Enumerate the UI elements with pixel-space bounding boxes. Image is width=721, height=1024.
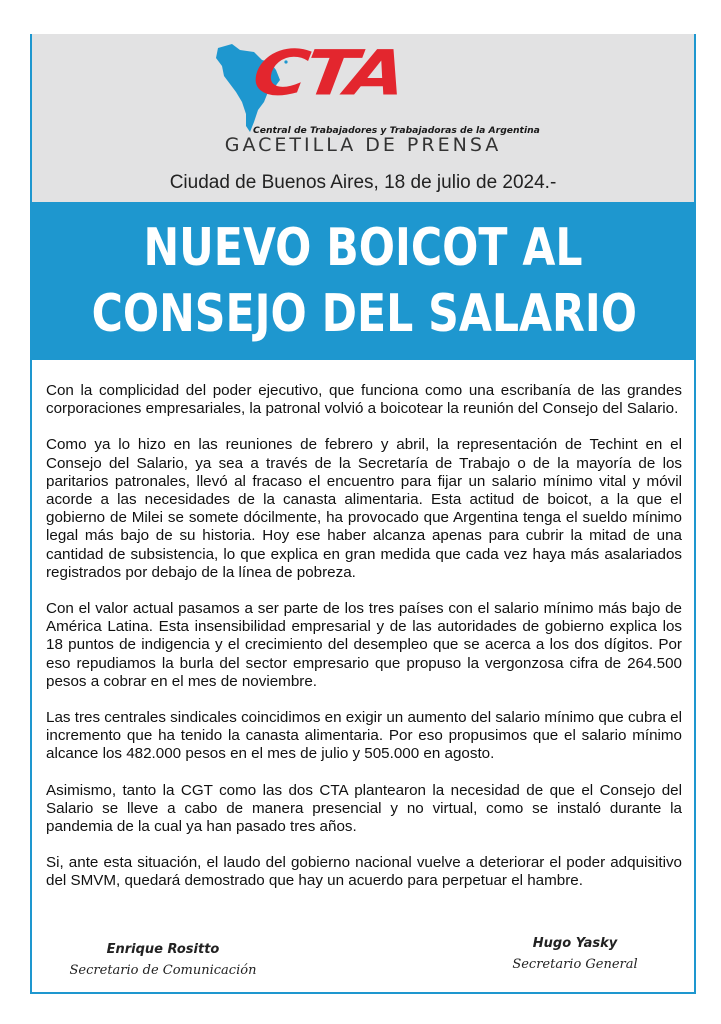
signature-right — [490, 936, 660, 972]
headline-banner — [32, 202, 694, 360]
paragraph: Con el valor actual pasamos a ser parte de los tres países con el salario mínimo más bajo de América Latina. Esta insensibilidad empresarial y de las autoridades de gobierno explica los 18 puntos de indigencia y el crecimiento del desempleo que se acerca a los dos dígitos. Por eso repudiamos la burla del sector empresario que propuso la vergonzosa cifra de 264.500 pesos a cobrar en el mes de noviembre. — [46, 600, 682, 690]
paragraph: Si, ante esta situación, el laudo del gobierno nacional vuelve a deteriorar el poder adquisitivo del SMVM, quedará demostrado que hay un acuerdo para perpetuar el hambre. — [46, 854, 682, 890]
signature-left — [58, 942, 268, 978]
signature-role: Secretario de Comunicación — [69, 963, 257, 978]
paragraph: Asimismo, tanto la CGT como las dos CTA plantearon la necesidad de que el Consejo del Salario se lleve a cabo de manera presencial y no virtual, como se instaló durante la pandemia de la cual ya han pasado tres años. — [46, 781, 682, 836]
header — [32, 34, 694, 202]
organization-name: Central de Trabajadores y Trabajadoras de la Argentina — [253, 125, 540, 136]
headline-line-1: NUEVO BOICOT AL — [143, 218, 583, 278]
logo-wordmark: CTA — [248, 36, 408, 110]
cta-logo — [210, 36, 540, 140]
signature-name: Enrique Rositto — [106, 942, 220, 957]
document-type: GACETILLA DE PRENSA — [224, 134, 502, 156]
paragraph: Con la complicidad del poder ejecutivo, que funciona como una escribanía de las grandes corporaciones empresariales, la patronal volvió a boicotear la reunión del Consejo del Salario. — [46, 382, 682, 418]
signature-role: Secretario General — [512, 957, 638, 972]
signature-name: Hugo Yasky — [532, 936, 618, 951]
paragraph: Como ya lo hizo en las reuniones de febrero y abril, la representación de Techint en el Consejo del Salario, ya sea a través de la Secretaría de Trabajo o de la mayoría de los paritarios patronales, llevó al fracaso el encuentro para fijar un salario mínimo vital y móvil acorde a las necesidades de la canasta alimentaria. Esta actitud de boicot, a la que el gobierno de Milei se somete dócilmente, ha provocado que Argentina tenga el sueldo mínimo legal más bajo de su historia. Hoy ese haber alcanza apenas para cubrir la mitad de una cantidad de subsistencia, lo que explica en gran medida que cada vez haya más asalariados registrados por debajo de la línea de pobreza. — [46, 436, 682, 581]
date-line: Ciudad de Buenos Aires, 18 de julio de 2024.- — [169, 172, 557, 193]
paragraph: Las tres centrales sindicales coincidimos en exigir un aumento del salario mínimo que cubra el incremento que ha tenido la canasta alimentaria. Por eso propusimos que el salario mínimo alcance los 482.000 pesos en el mes de julio y 505.000 en agosto. — [46, 709, 682, 763]
headline-line-2: CONSEJO DEL SALARIO — [91, 284, 637, 344]
body-text — [46, 382, 682, 909]
